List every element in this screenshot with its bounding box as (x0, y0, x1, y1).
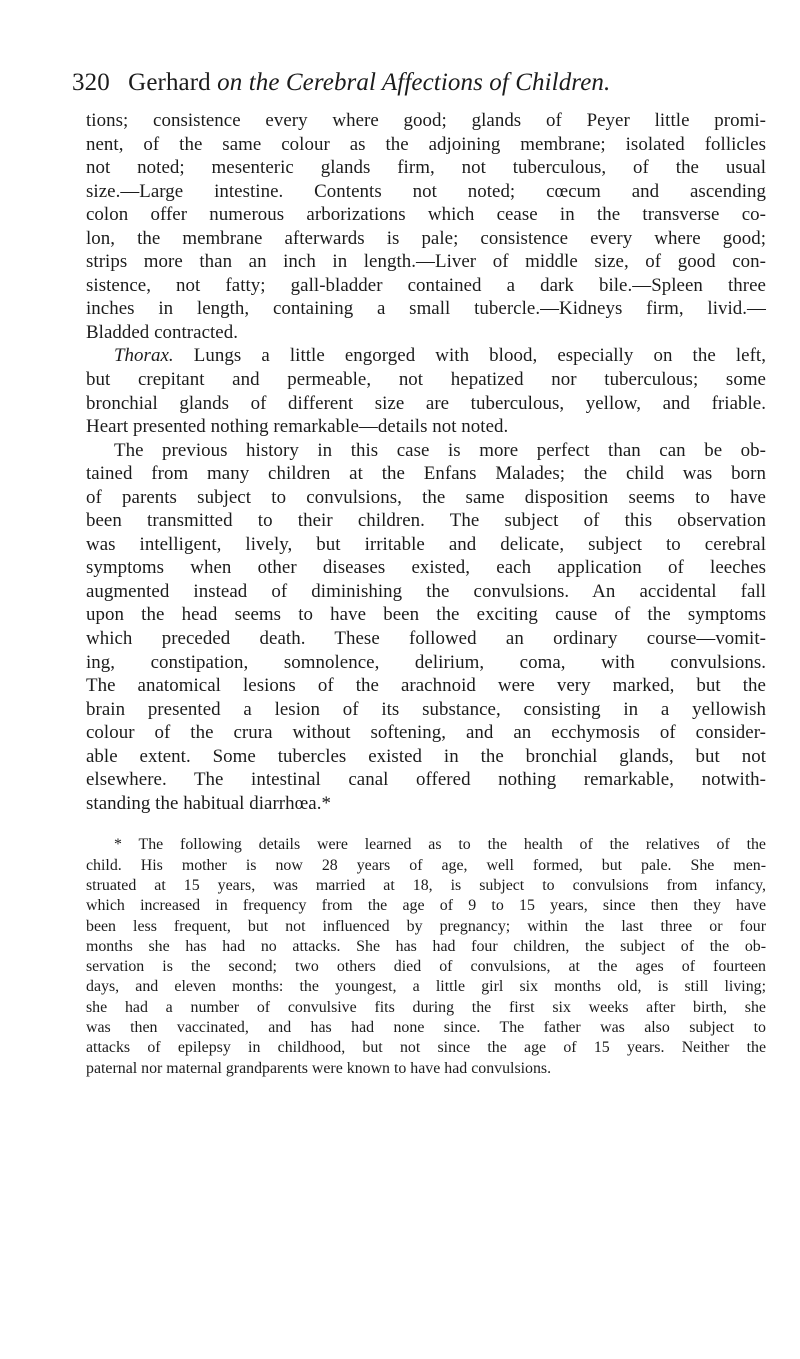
page-number: 320 (72, 69, 110, 96)
body-text (86, 109, 766, 815)
text-line: but crepitant and permeable, not hepatized nor tuberculous; some (86, 369, 766, 391)
text-line: not noted; mesenteric glands firm, not tuberculous, of the usual (86, 157, 766, 179)
text-line: able extent. Some tubercles existed in the bronchial glands, but not (86, 745, 766, 767)
text-line: augmented instead of diminishing the convulsions. An accidental fall (86, 580, 766, 602)
text-line: The anatomical lesions of the arachnoid were very marked, but the (86, 675, 766, 697)
book-page (72, 68, 766, 1079)
footnote-line: months she has had no attacks. She has had four children, the subject of the ob- (86, 937, 766, 955)
text-line: colon offer numerous arborizations which cease in the transverse co- (86, 204, 766, 226)
text-line: which preceded death. These followed an ordinary course—vomit- (86, 628, 766, 650)
text-line: elsewhere. The intestinal canal offered nothing remarkable, notwith- (86, 769, 766, 791)
running-head-title: on the Cerebral Affections of Children. (217, 69, 611, 96)
text-line: sistence, not fatty; gall-bladder contained a dark bile.—Spleen three (86, 274, 766, 296)
footnote-line: servation is the second; two others died of convulsions, at the ages of fourteen (86, 958, 766, 976)
footnote-line: was then vaccinated, and has had none since. The father was also subject to (86, 1019, 766, 1037)
text-line: tions; consistence every where good; glands of Peyer little promi- (86, 110, 766, 131)
text-line: size.—Large intestine. Contents not noted; cœcum and ascending (86, 180, 766, 202)
footnote-line: * The following details were learned as to the health of the relatives of the (114, 836, 766, 854)
text-line: upon the head seems to have been the exciting cause of the symptoms (86, 604, 766, 626)
thorax-label: Thorax. (114, 345, 174, 367)
text-line: colour of the crura without softening, and an ecchymosis of consider- (86, 722, 766, 744)
thorax-paragraph-first-line (86, 344, 766, 368)
text-line: standing the habitual diarrhœa.* (86, 792, 332, 814)
text-line: tained from many children at the Enfans Malades; the child was born (86, 463, 766, 485)
text-line: inches in length, containing a small tubercle.—Kidneys firm, livid.— (86, 298, 766, 320)
footnote-line: attacks of epilepsy in childhood, but not since the age of 15 years. Neither the (86, 1039, 766, 1057)
text-line: Heart presented nothing remarkable—details not noted. (86, 416, 509, 438)
footnote-line: days, and eleven months: the youngest, a little girl six months old, is still living; (86, 978, 766, 996)
footnote-line: which increased in frequency from the age of 9 to 15 years, since then they have (86, 897, 766, 915)
footnote-line: been less frequent, but not influenced by pregnancy; within the last three or four (86, 917, 766, 935)
thorax-line-rest: Lungs a little engorged with blood, especially on the left, (173, 345, 766, 367)
text-line: been transmitted to their children. The subject of this observation (86, 510, 766, 532)
footnote-line: struated at 15 years, was married at 18, is subject to convulsions from infancy, (86, 877, 766, 894)
text-line: was intelligent, lively, but irritable and delicate, subject to cerebral (86, 533, 766, 555)
text-line: ing, constipation, somnolence, delirium, coma, with convulsions. (86, 651, 766, 673)
text-line: lon, the membrane afterwards is pale; consistence every where good; (86, 227, 766, 249)
footnote-line: paternal nor maternal grandparents were known to have had convulsions. (86, 1059, 552, 1077)
text-line: strips more than an inch in length.—Liver of middle size, of good con- (86, 251, 766, 273)
text-line: Bladded contracted. (86, 321, 239, 343)
text-line: bronchial glands of different size are tuberculous, yellow, and friable. (86, 392, 766, 414)
footnote-line: she had a number of convulsive fits during the first six weeks after birth, she (86, 998, 766, 1016)
running-head-author: Gerhard (128, 69, 211, 96)
text-line: symptoms when other diseases existed, each application of leeches (86, 557, 766, 579)
text-line: nent, of the same colour as the adjoining membrane; isolated follicles (86, 133, 766, 155)
running-head (72, 68, 766, 98)
footnote (86, 835, 766, 1079)
text-line: of parents subject to convulsions, the same disposition seems to have (86, 486, 766, 508)
text-line: brain presented a lesion of its substance, consisting in a yellowish (86, 698, 766, 720)
footnote-line: child. His mother is now 28 years of age, well formed, but pale. She men- (86, 856, 766, 874)
text-line: The previous history in this case is more perfect than can be ob- (114, 439, 766, 461)
